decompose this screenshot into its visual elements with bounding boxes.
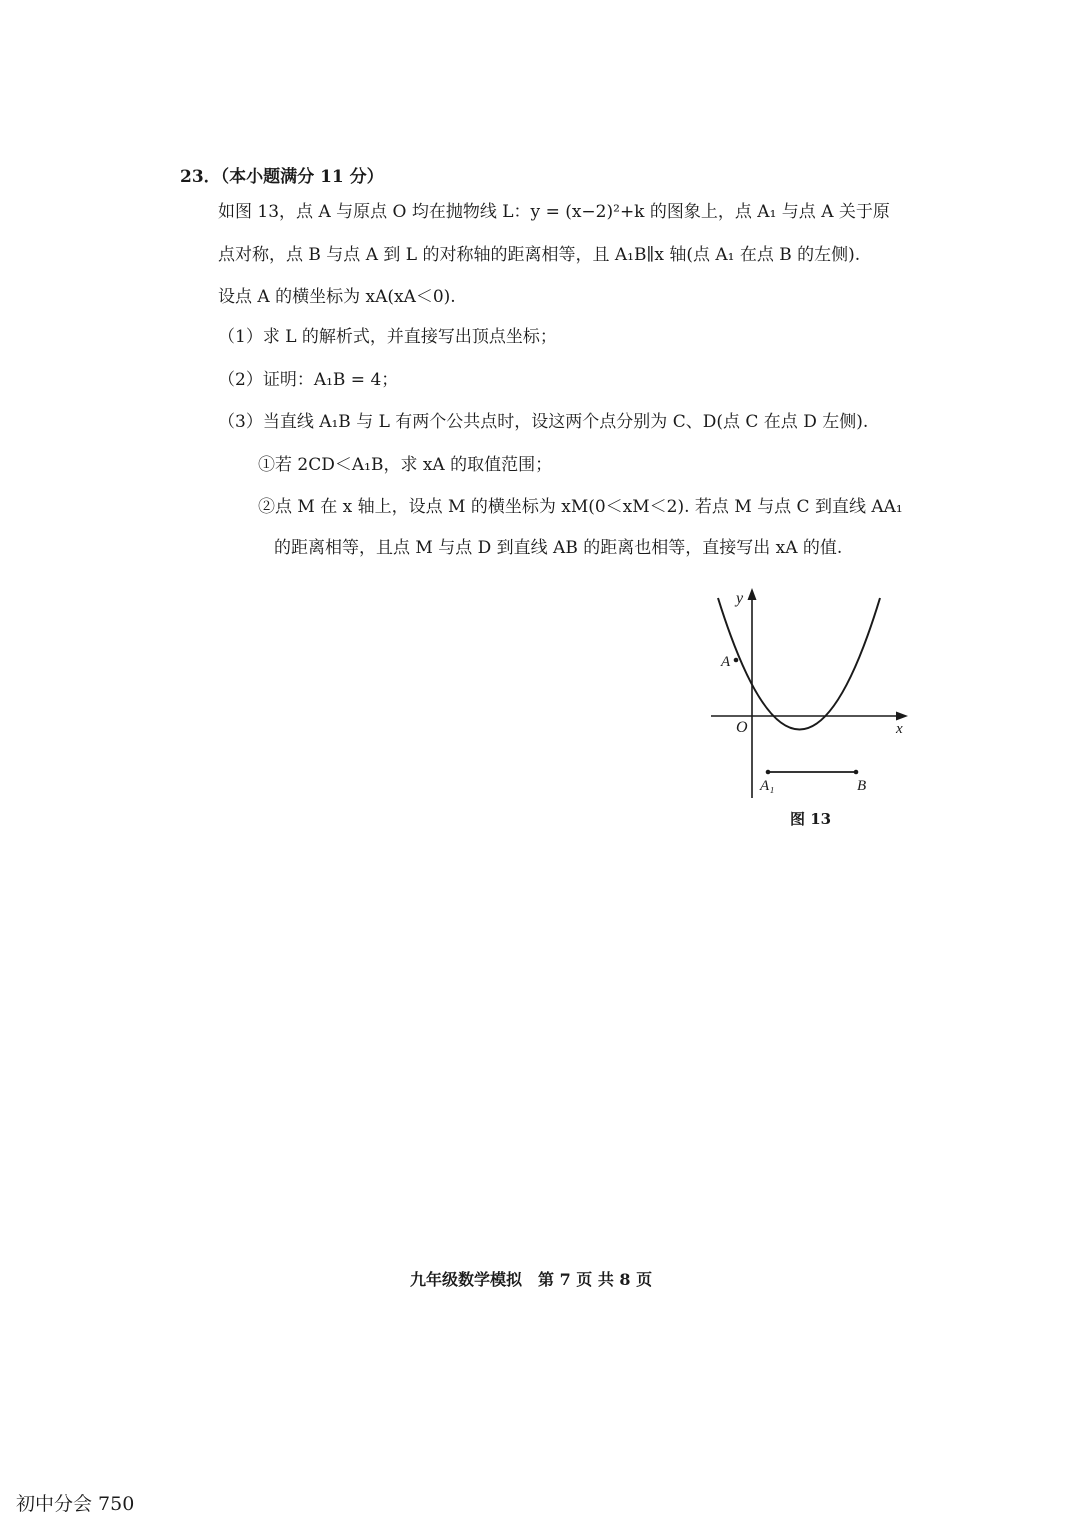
x-axis-arrow [896, 712, 908, 721]
question-header: 23．（本小题满分 11 分） [180, 167, 384, 187]
part-1: （1）求 L 的解析式，并直接写出顶点坐标； [218, 327, 557, 347]
part-3: （3）当直线 A₁B 与 L 有两个公共点时，设这两个点分别为 C、D(点 C 在点 D 左侧). [218, 412, 869, 432]
point-a [734, 658, 739, 663]
parabola-curve [718, 598, 880, 730]
part-2: （2）证明：A₁B = 4； [218, 370, 399, 390]
label-x: x [896, 721, 903, 737]
intro-line-2: 点对称，点 B 与点 A 到 L 的对称轴的距离相等，且 A₁B∥x 轴(点 A₁ 在点 B 的左侧). [218, 245, 861, 265]
part-3-sub-2-line-2: 的距离相等，且点 M 与点 D 到直线 AB 的距离也相等，直接写出 xA 的值. [274, 538, 843, 558]
part-3-sub-1: ①若 2CD＜A₁B，求 xA 的取值范围； [258, 455, 553, 475]
label-a: A [721, 654, 731, 670]
y-axis-arrow [748, 588, 757, 600]
figure-13 [700, 583, 920, 807]
figure-caption: 图 13 [790, 810, 832, 828]
watermark-stamp: 初中分会 750 [16, 1493, 135, 1515]
label-y: y [736, 590, 744, 607]
intro-line-3: 设点 A 的横坐标为 xA(xA＜0). [218, 287, 456, 307]
label-b: B [857, 778, 867, 794]
parabola-figure [700, 583, 920, 803]
page-footer: 九年级数学模拟 第 7 页 共 8 页 [410, 1270, 653, 1289]
point-b [854, 770, 859, 775]
label-origin: O [736, 719, 748, 736]
intro-line-1: 如图 13，点 A 与原点 O 均在抛物线 L：y = (x−2)²+k 的图象上，点 A₁ 与点 A 关于原 [218, 202, 890, 222]
part-3-sub-2-line-1: ②点 M 在 x 轴上，设点 M 的横坐标为 xM(0＜xM＜2). 若点 M 与点 C 到直线 AA₁ [258, 497, 903, 517]
label-a1: A₁ [760, 778, 775, 794]
point-a1 [766, 770, 771, 775]
